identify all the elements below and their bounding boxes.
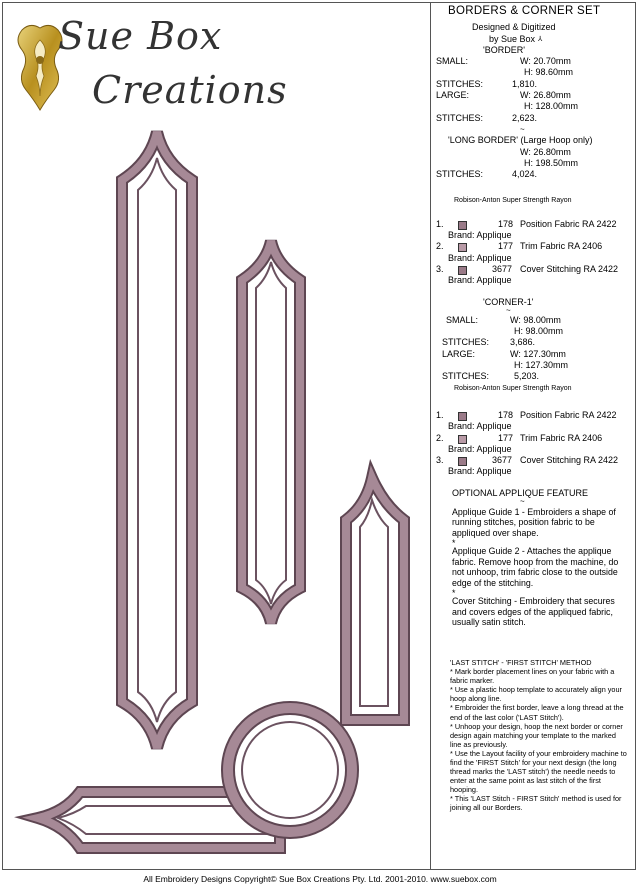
corner-small-stitches-label: STITCHES: bbox=[442, 337, 490, 348]
corner-color-list bbox=[434, 410, 634, 478]
set-title: BORDERS & CORNER SET bbox=[448, 5, 601, 17]
long-border-stitches: 4,024. bbox=[512, 169, 538, 180]
corner-design bbox=[38, 478, 404, 848]
corner-large-height: H: 127.30mm bbox=[514, 360, 569, 371]
border-large-label: LARGE: bbox=[436, 90, 470, 101]
color-number: 2. bbox=[436, 241, 444, 252]
thread-description: Cover Stitching RA 2422 bbox=[520, 263, 619, 274]
thread-swatch bbox=[458, 266, 467, 275]
column-divider bbox=[430, 2, 431, 870]
corner-small-stitches: 3,686. bbox=[510, 337, 536, 348]
separator-star-2: * bbox=[452, 588, 456, 599]
border-name: 'BORDER' bbox=[483, 44, 525, 55]
border-small-label: SMALL: bbox=[436, 56, 469, 67]
guide1-text: Applique Guide 1 - Embroiders a shape of running stitches, position fabric to be appliqued over shape. bbox=[452, 506, 616, 538]
thread-code: 177 bbox=[498, 241, 514, 252]
copyright-footer: All Embroidery Designs Copyright© Sue Box Creations Pty. Ltd. 2001-2010. www.suebox.com bbox=[143, 874, 497, 884]
logo-text-line2: Creations bbox=[92, 68, 288, 112]
color-number: 3. bbox=[436, 455, 444, 466]
corner-tilde: ~ bbox=[506, 305, 511, 315]
thread-code: 3677 bbox=[492, 263, 513, 274]
border-small-stitches-label: STITCHES: bbox=[436, 78, 484, 89]
long-border-name: 'LONG BORDER' (Large Hoop only) bbox=[448, 135, 593, 146]
logo-text-line1: Sue Box bbox=[58, 14, 223, 58]
cover-stitch-text: Cover Stitching - Embroidery that secures and covers edges of the appliqued fabric, usually satin stitch. bbox=[452, 596, 615, 628]
thread-description: Position Fabric RA 2422 bbox=[520, 409, 617, 420]
author-mark: ⅄ bbox=[538, 35, 543, 43]
thread-brand: Brand: Applique bbox=[448, 443, 512, 454]
thread-note-2: Robison-Anton Super Strength Rayon bbox=[454, 384, 572, 392]
corner-large-width: W: 127.30mm bbox=[510, 348, 566, 359]
thread-swatch bbox=[458, 412, 467, 421]
border-large-width: W: 26.80mm bbox=[520, 90, 571, 101]
thread-brand: Brand: Applique bbox=[448, 466, 512, 477]
thread-swatch bbox=[458, 435, 467, 444]
corner-name: 'CORNER-1' bbox=[483, 296, 534, 307]
optional-tilde: ~ bbox=[520, 496, 525, 506]
corner-small-label: SMALL: bbox=[446, 314, 479, 325]
thread-note: Robison-Anton Super Strength Rayon bbox=[454, 197, 572, 205]
method-item: * Use a plastic hoop template to accurately align your hoop along line. bbox=[450, 685, 622, 704]
thread-code: 178 bbox=[498, 218, 514, 229]
long-border-stitches-label: STITCHES: bbox=[436, 169, 484, 180]
thread-code: 3677 bbox=[492, 455, 513, 466]
method-item: * Use the Layout facility of your embroidery machine to find the 'FIRST Stitch' for your next design (the long thread marks the 'LAST stitch') the needle needs to enter at the same point as last stitch of the first hooping. bbox=[450, 748, 627, 795]
border-tilde: ~ bbox=[520, 124, 525, 134]
corner-small-width: W: 98.00mm bbox=[510, 314, 561, 325]
border-large-stitches: 2,623. bbox=[512, 112, 538, 123]
border-large-height: H: 128.00mm bbox=[524, 101, 579, 112]
guide2-text: Applique Guide 2 - Attaches the applique fabric. Remove hoop from the machine, do not unhoop, trim fabric close to the outside edge of the stitching. bbox=[452, 546, 619, 588]
optional-heading: OPTIONAL APPLIQUE FEATURE bbox=[452, 487, 589, 498]
thread-swatch bbox=[458, 221, 467, 230]
thread-description: Trim Fabric RA 2406 bbox=[520, 432, 603, 443]
color-number: 2. bbox=[436, 432, 444, 443]
method-section bbox=[450, 658, 628, 813]
border-small-height: H: 98.60mm bbox=[524, 67, 574, 78]
corner-small-height: H: 98.00mm bbox=[514, 326, 564, 337]
designed-line: Designed & Digitized bbox=[472, 22, 556, 33]
border-color-list bbox=[434, 219, 634, 287]
author-line: by Sue Box bbox=[489, 33, 536, 44]
gold-emblem-logo bbox=[18, 25, 62, 110]
method-heading: 'LAST STITCH' - 'FIRST STITCH' METHOD bbox=[450, 657, 592, 667]
color-number: 1. bbox=[436, 218, 444, 229]
border-large-stitches-label: STITCHES: bbox=[436, 112, 484, 123]
short-border-design bbox=[242, 241, 300, 623]
corner-large-stitches-label: STITCHES: bbox=[442, 371, 490, 382]
method-item: * Mark border placement lines on your fabric with a fabric marker. bbox=[450, 667, 615, 686]
thread-description: Position Fabric RA 2422 bbox=[520, 218, 617, 229]
method-item: * Embroider the first border, leave a long thread at the end of the last color ('LAST Stitch'). bbox=[450, 703, 624, 722]
thread-brand: Brand: Applique bbox=[448, 252, 512, 263]
separator-star: * bbox=[452, 538, 456, 549]
corner-large-stitches: 5,203. bbox=[514, 371, 540, 382]
thread-brand: Brand: Applique bbox=[448, 421, 512, 432]
long-border-design bbox=[122, 132, 192, 748]
info-panel bbox=[434, 6, 634, 813]
border-small-stitches: 1,810. bbox=[512, 78, 538, 89]
thread-brand: Brand: Applique bbox=[448, 230, 512, 241]
method-item: * Unhoop your design, hoop the next border or corner design again matching your template to the marked line as previously. bbox=[450, 721, 623, 749]
thread-swatch bbox=[458, 243, 467, 252]
corner-large-label: LARGE: bbox=[442, 348, 476, 359]
border-small-width: W: 20.70mm bbox=[520, 56, 571, 67]
thread-brand: Brand: Applique bbox=[448, 275, 512, 286]
long-border-height: H: 198.50mm bbox=[524, 157, 579, 168]
color-number: 3. bbox=[436, 263, 444, 274]
thread-code: 178 bbox=[498, 409, 514, 420]
thread-code: 177 bbox=[498, 432, 514, 443]
long-border-width: W: 26.80mm bbox=[520, 146, 571, 157]
method-item: * This 'LAST Stitch - FIRST Stitch' method is used for joining all our Borders. bbox=[450, 794, 622, 813]
color-number: 1. bbox=[436, 409, 444, 420]
thread-description: Trim Fabric RA 2406 bbox=[520, 241, 603, 252]
thread-description: Cover Stitching RA 2422 bbox=[520, 455, 619, 466]
thread-swatch bbox=[458, 457, 467, 466]
